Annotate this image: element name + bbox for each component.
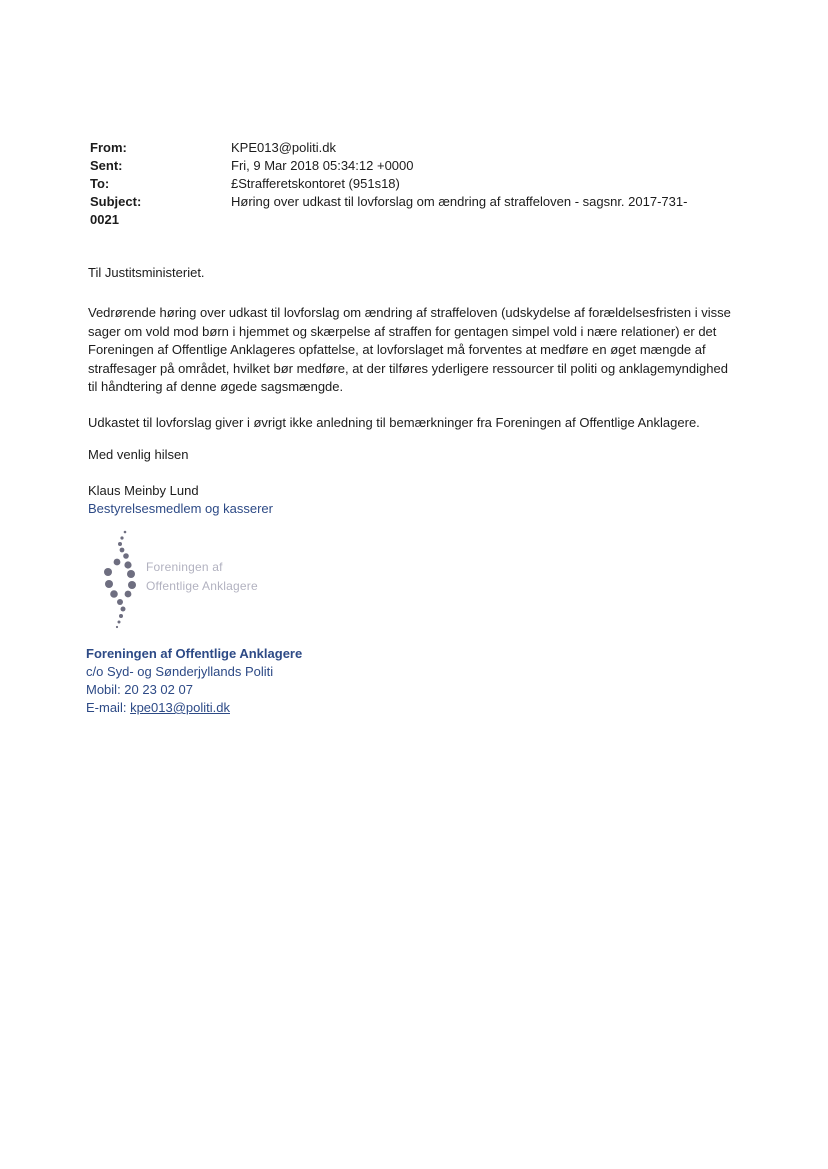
subject-label-continuation: 0021 [90, 212, 119, 227]
email-link[interactable]: kpe013@politi.dk [130, 700, 230, 715]
logo-text-line-2: Offentlige Anklagere [146, 579, 258, 593]
signer-name: Klaus Meinby Lund [88, 483, 199, 498]
to-value: £Strafferetskontoret (951s18) [231, 176, 400, 191]
sent-row [90, 157, 750, 174]
association-logo [100, 528, 300, 632]
signer-title: Bestyrelsesmedlem og kasserer [88, 501, 273, 516]
from-row [90, 139, 750, 156]
organization-address: c/o Syd- og Sønderjyllands Politi [86, 664, 274, 679]
organization-phone: Mobil: 20 23 02 07 [86, 682, 193, 697]
to-label: To: [90, 176, 110, 191]
closing: Med venlig hilsen [88, 447, 189, 462]
subject-row [90, 193, 750, 210]
from-label: From: [90, 140, 127, 155]
email-label: E-mail: [86, 700, 131, 715]
logo-text-line-1: Foreningen af [146, 560, 223, 574]
greeting: Til Justitsministeriet. [88, 265, 205, 280]
paragraph-1: Vedrørende høring over udkast til lovforslag om ændring af straffeloven (udskydelse af forældelsesfristen i visse sager om vold mod børn i hjemmet og skærpelse af straffen for gentagen simpel vold i nære relationer) er det Foreningen af Offentlige Anklageres opfattelse, at lovforslaget må forventes at medføre en øget mængde af straffesager på området, hvilket bør medføre, at der tilføres yderligere ressourcer til politi og anklagemyndighed til håndtering af denne øgede sagsmængde. [88, 305, 731, 394]
subject-value: Høring over udkast til lovforslag om ændring af straffeloven - sagsnr. 2017-731- [231, 194, 688, 209]
to-row [90, 175, 750, 192]
sent-value: Fri, 9 Mar 2018 05:34:12 +0000 [231, 158, 414, 173]
from-value: KPE013@politi.dk [231, 140, 336, 155]
subject-label: Subject: [90, 194, 142, 209]
sent-label: Sent: [90, 158, 123, 173]
paragraph-2: Udkastet til lovforslag giver i øvrigt ikke anledning til bemærkninger fra Foreningen af Offentlige Anklagere. [88, 415, 700, 430]
organization-email-line [86, 699, 230, 717]
organization-name: Foreningen af Offentlige Anklagere [86, 646, 303, 661]
logo-dots-mark [100, 528, 144, 632]
